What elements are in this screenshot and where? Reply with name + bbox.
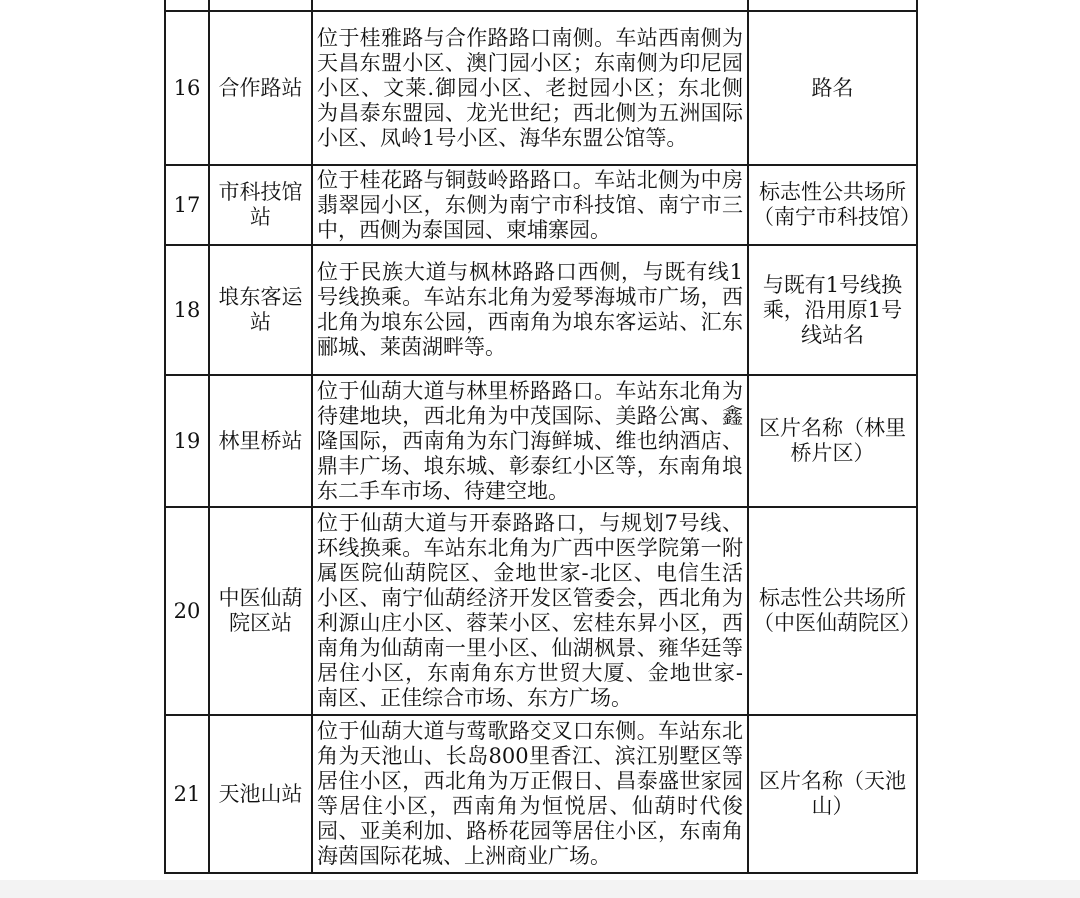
- station-location: 位于仙葫大道与莺歌路交叉口东侧。车站东北角为天池山、长岛800里香江、滨江别墅区等居住小区，西北角为万正假日、昌泰盛世家园等居住小区，西南角为恒悦居、仙葫时代俊园、亚美利加、路桥花园等居住小区，东南角海茵国际花城、上洲商业广场。: [312, 715, 748, 873]
- table-row: [165, 375, 917, 507]
- naming-basis: 标志性公共场所（中医仙葫院区）: [748, 507, 917, 715]
- station-location: 位于仙葫大道与开泰路路口，与规划7号线、环线换乘。车站东北角为广西中医学院第一附属医院仙葫院区、金地世家-北区、电信生活小区、南宁仙葫经济开发区管委会，西北角为利源山庄小区、蓉茉小区、宏桂东昇小区，西南角为仙葫南一里小区、仙湖枫景、雍华廷等居住小区，东南角东方世贸大厦、金地世家-南区、正佳综合市场、东方广场。: [312, 507, 748, 715]
- station-name: 市科技馆站: [209, 165, 312, 245]
- table-row: [165, 245, 917, 375]
- table-row-partial: [165, 0, 917, 11]
- table-row: [165, 11, 917, 165]
- station-location: 位于仙葫大道与林里桥路路口。车站东北角为待建地块，西北角为中茂国际、美路公寓、鑫隆国际，西南角为东门海鲜城、维也纳酒店、鼎丰广场、埌东城、彰泰红小区等，东南角埌东二手车市场、待建空地。: [312, 375, 748, 507]
- station-naming-table: [164, 0, 921, 874]
- naming-basis: 标志性公共场所（南宁市科技馆）: [748, 165, 917, 245]
- station-name: 中医仙葫院区站: [209, 507, 312, 715]
- row-number: 19: [165, 375, 209, 507]
- table-row: [165, 715, 917, 873]
- station-location: 位于桂花路与铜鼓岭路路口。车站北侧为中房翡翠园小区，东侧为南宁市科技馆、南宁市三中，西侧为泰国园、柬埔寨园。: [312, 165, 748, 245]
- station-name: 合作路站: [209, 11, 312, 165]
- row-number: 17: [165, 165, 209, 245]
- naming-basis: 区片名称（天池山）: [748, 715, 917, 873]
- table-row: [165, 165, 917, 245]
- naming-basis: 路名: [748, 11, 917, 165]
- station-name: 林里桥站: [209, 375, 312, 507]
- station-name: 天池山站: [209, 715, 312, 873]
- row-number: 20: [165, 507, 209, 715]
- station-location: 位于桂雅路与合作路路口南侧。车站西南侧为天昌东盟小区、澳门园小区；东南侧为印尼园小区、文莱.御园小区、老挝园小区；东北侧为昌泰东盟园、龙光世纪；西北侧为五洲国际小区、凤岭1号小区、海华东盟公馆等。: [312, 11, 748, 165]
- station-name: [209, 0, 312, 11]
- viewer-bottom-strip: [0, 880, 1080, 898]
- row-number: 21: [165, 715, 209, 873]
- row-number: 18: [165, 245, 209, 375]
- naming-basis: [748, 0, 917, 11]
- row-number: [165, 0, 209, 11]
- station-name: 埌东客运站: [209, 245, 312, 375]
- table-row: [165, 507, 917, 715]
- naming-basis: 与既有1号线换乘，沿用原1号线站名: [748, 245, 917, 375]
- naming-basis: 区片名称（林里桥片区）: [748, 375, 917, 507]
- row-number: 16: [165, 11, 209, 165]
- station-location: 位于民族大道与枫林路路口西侧，与既有线1号线换乘。车站东北角为爱琴海城市广场，西北角为埌东公园，西南角为埌东客运站、汇东郦城、莱茵湖畔等。: [312, 245, 748, 375]
- station-location: [312, 0, 748, 11]
